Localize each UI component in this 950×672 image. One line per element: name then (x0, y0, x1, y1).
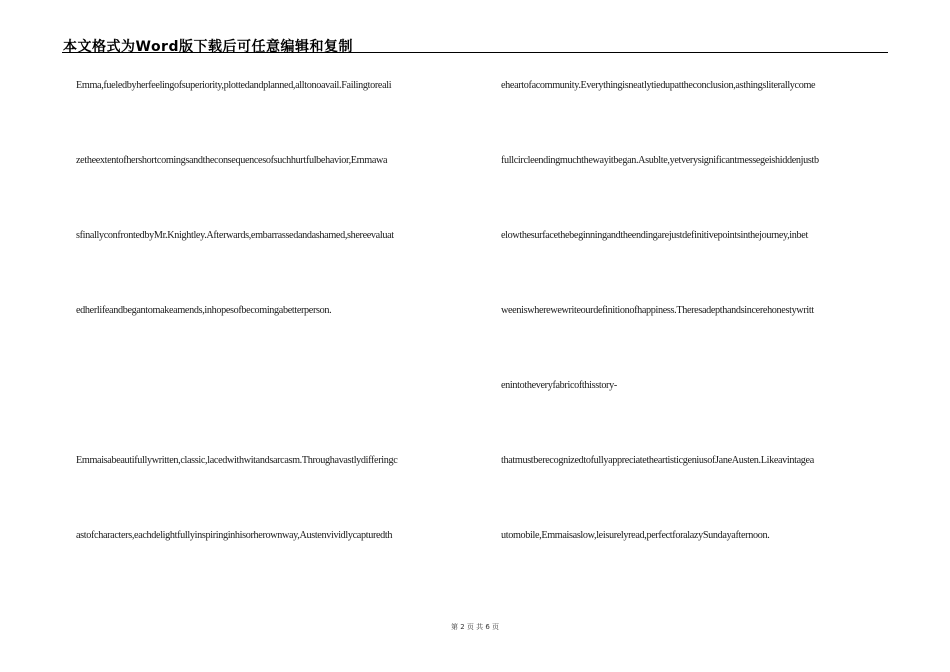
left-line-4: edherlifeandbegantomakeamends,inhopesofbecomingabetterperson. (76, 305, 332, 316)
right-line-1: eheartofacommunity.Everythingisneatlytiedupattheconclusion,asthingsliterallycome (501, 80, 816, 91)
header-rule (62, 52, 888, 53)
left-line-2: zetheextentofhershortcomingsandtheconsequencesofsuchhurtfulbehavior,Emmawa (76, 155, 388, 166)
right-line-4: weeniswherewewriteourdefinitionofhappiness.Theresadepthandsincerehonestywritt (501, 305, 814, 316)
header-title: 本文格式为Word版下载后可任意编辑和复制 (63, 39, 353, 55)
left-line-5: Emmaisabeautifullywritten,classic,lacedwithwitandsarcasm.Throughavastlydifferingc (76, 455, 398, 466)
left-line-3: sfinallyconfrontedbyMr.Knightley.Afterwards,embarrassedandashamed,shereevaluat (76, 230, 394, 241)
right-line-5: enintotheveryfabricofthisstory- (501, 380, 617, 391)
right-line-6: thatmustberecognizedtofullyappreciatetheartisticgeniusofJaneAusten.Likeavintagea (501, 455, 814, 466)
right-line-7: utomobile,Emmaisaslow,leisurelyread,perfectforalazySundayafternoon. (501, 530, 770, 541)
left-line-1: Emma,fueledbyherfeelingofsuperiority,plottedandplanned,alltonoavail.Failingtoreali (76, 80, 392, 91)
left-line-6: astofcharacters,eachdelightfullyinspiringinhisorherownway,Austenvividlycapturedth (76, 530, 393, 541)
right-line-3: elowthesurfacethebeginningandtheendingarejustdefinitivepointsinthejourney,inbet (501, 230, 808, 241)
right-line-2: fullcircleendingmuchthewayitbegan.Asublte,yetverysignificantmessegeishiddenjustb (501, 155, 819, 166)
page-number: 第 2 页 共 6 页 (450, 623, 500, 631)
